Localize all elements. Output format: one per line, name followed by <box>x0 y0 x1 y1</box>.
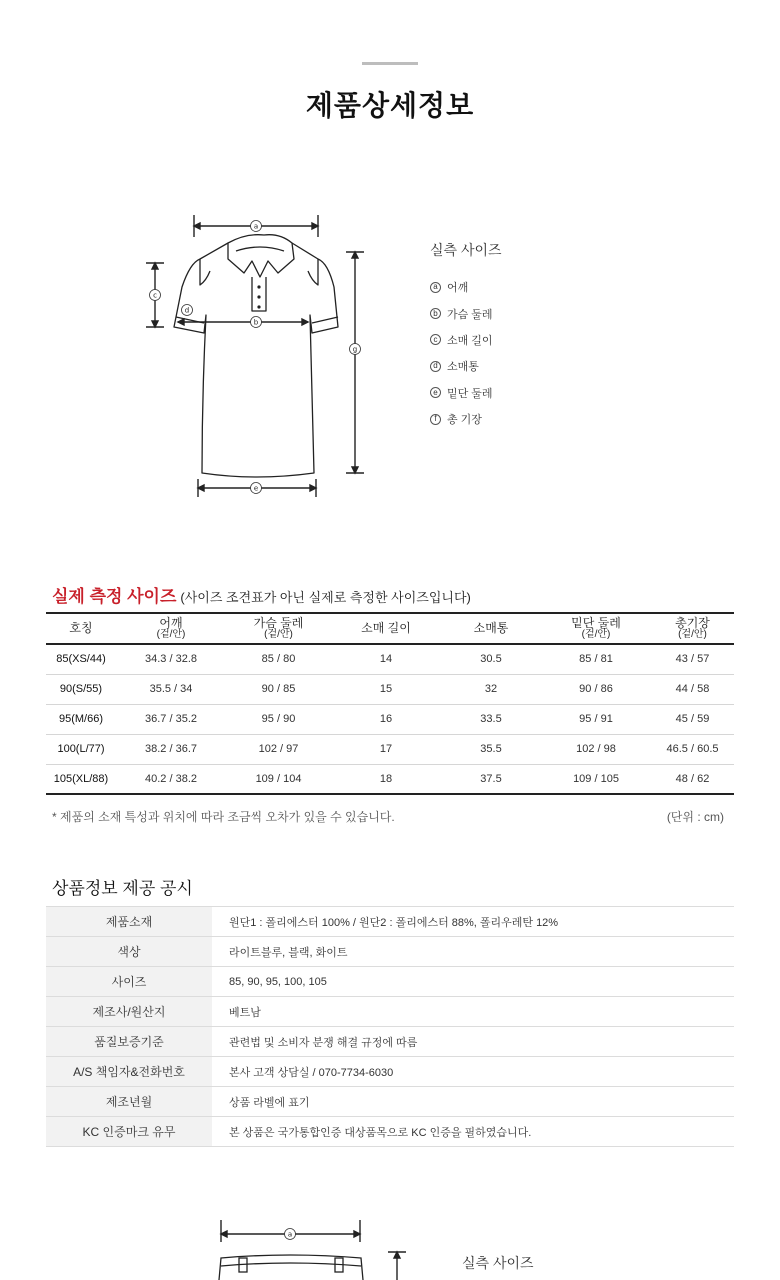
size-cell: 15 <box>331 674 441 704</box>
table-row <box>46 967 734 997</box>
size-section-subtitle: (사이즈 조견표가 아닌 실제로 측정한 사이즈입니다) <box>180 590 471 605</box>
table-row <box>46 1027 734 1057</box>
size-cell: 17 <box>331 734 441 764</box>
shirt-diagram <box>140 215 380 500</box>
info-value: 상품 라벨에 표기 <box>212 1087 734 1117</box>
legend-badge: d <box>430 361 441 372</box>
page-title: 제품상세정보 <box>305 90 475 121</box>
size-cell: 34.3 / 32.8 <box>116 644 226 674</box>
size-section-title: 실제 측정 사이즈 <box>52 587 177 606</box>
size-cell: 37.5 <box>441 764 541 794</box>
size-col-header: 소매통 <box>441 613 541 644</box>
diagram-label-a: a <box>253 222 259 231</box>
size-cell: 85(XS/44) <box>46 644 116 674</box>
size-cell: 45 / 59 <box>651 704 734 734</box>
measurement-note: * 제품의 소재 특성과 위치에 따라 조금씩 오차가 있을 수 있습니다. <box>52 810 395 824</box>
size-cell: 43 / 57 <box>651 644 734 674</box>
info-section-title: 상품정보 제공 공시 <box>52 879 193 898</box>
size-table-header-row <box>46 613 734 644</box>
info-value: 라이트블루, 블랙, 화이트 <box>212 937 734 967</box>
size-col-header: 호칭 <box>46 613 116 644</box>
legend-item <box>430 274 502 300</box>
size-cell: 95 / 90 <box>226 704 331 734</box>
legend-item <box>430 380 502 406</box>
unit-label: (단위 : cm) <box>666 810 724 824</box>
diagram-label-g: g <box>352 345 358 354</box>
size-cell: 95 / 91 <box>541 704 651 734</box>
legend-item <box>430 353 502 379</box>
table-row <box>46 997 734 1027</box>
size-cell: 109 / 104 <box>226 764 331 794</box>
diagram-label-d: d <box>184 306 190 315</box>
legend-label: 총 기장 <box>447 414 482 427</box>
size-cell: 35.5 / 34 <box>116 674 226 704</box>
info-value: 베트남 <box>212 997 734 1027</box>
measure-title: 실측 사이즈 <box>430 242 502 258</box>
legend-badge: a <box>430 282 441 293</box>
size-cell: 90 / 86 <box>541 674 651 704</box>
legend-label: 소매 길이 <box>447 334 493 347</box>
legend-badge: b <box>430 308 441 319</box>
size-cell: 95(M/66) <box>46 704 116 734</box>
size-cell: 38.2 / 36.7 <box>116 734 226 764</box>
legend-label: 가슴 둘레 <box>447 308 493 321</box>
diagram-label-c: c <box>153 291 157 300</box>
size-col-header: 가슴 둘레 (겉/안) <box>226 613 331 644</box>
table-row <box>46 1117 734 1147</box>
info-key: 제품소재 <box>46 907 212 937</box>
info-key: 품질보증기준 <box>46 1027 212 1057</box>
size-cell: 109 / 105 <box>541 764 651 794</box>
table-row <box>46 1057 734 1087</box>
table-row <box>46 734 734 764</box>
info-key: KC 인증마크 유무 <box>46 1117 212 1147</box>
measure-legend <box>430 240 502 432</box>
diagram-label-b: b <box>253 318 259 327</box>
size-cell: 33.5 <box>441 704 541 734</box>
size-cell: 102 / 97 <box>226 734 331 764</box>
size-cell: 32 <box>441 674 541 704</box>
info-value: 본 상품은 국가통합인증 대상품목으로 KC 인증을 필하였습니다. <box>212 1117 734 1147</box>
pants-diagram <box>195 1220 415 1280</box>
size-cell: 35.5 <box>441 734 541 764</box>
size-cell: 85 / 81 <box>541 644 651 674</box>
size-cell: 102 / 98 <box>541 734 651 764</box>
legend-badge: e <box>430 387 441 398</box>
size-cell: 40.2 / 38.2 <box>116 764 226 794</box>
table-row <box>46 1087 734 1117</box>
legend-item <box>430 327 502 353</box>
size-cell: 90(S/55) <box>46 674 116 704</box>
info-key: A/S 책임자&전화번호 <box>46 1057 212 1087</box>
info-key: 제조사/원산지 <box>46 997 212 1027</box>
table-row <box>46 674 734 704</box>
legend-badge: f <box>430 414 441 425</box>
size-cell: 90 / 85 <box>226 674 331 704</box>
table-row <box>46 704 734 734</box>
size-cell: 16 <box>331 704 441 734</box>
info-key: 제조년월 <box>46 1087 212 1117</box>
table-row <box>46 764 734 794</box>
size-cell: 14 <box>331 644 441 674</box>
size-cell: 46.5 / 60.5 <box>651 734 734 764</box>
table-row <box>46 937 734 967</box>
product-info-table <box>46 906 734 1147</box>
size-col-header: 어깨 (겉/안) <box>116 613 226 644</box>
legend-label: 어깨 <box>447 282 469 295</box>
legend-item <box>430 406 502 432</box>
size-section-heading <box>52 582 471 607</box>
info-key: 색상 <box>46 937 212 967</box>
diagram-label-e: e <box>253 484 259 493</box>
second-measure-title: 실측 사이즈 <box>462 1255 534 1271</box>
size-col-header: 총기장 (겉/안) <box>651 613 734 644</box>
legend-label: 소매통 <box>447 361 479 374</box>
info-key: 사이즈 <box>46 967 212 997</box>
table-row <box>46 644 734 674</box>
size-cell: 44 / 58 <box>651 674 734 704</box>
size-cell: 36.7 / 35.2 <box>116 704 226 734</box>
size-cell: 48 / 62 <box>651 764 734 794</box>
info-value: 관련법 및 소비자 분쟁 해결 규정에 따름 <box>212 1027 734 1057</box>
pants-diagram-label-a: a <box>287 1230 293 1239</box>
legend-label: 밑단 둘레 <box>447 387 493 400</box>
size-cell: 30.5 <box>441 644 541 674</box>
size-cell: 85 / 80 <box>226 644 331 674</box>
size-cell: 100(L/77) <box>46 734 116 764</box>
size-table <box>46 612 734 795</box>
size-cell: 105(XL/88) <box>46 764 116 794</box>
legend-item <box>430 300 502 326</box>
top-divider <box>362 62 418 65</box>
legend-badge: c <box>430 334 441 345</box>
table-row <box>46 907 734 937</box>
size-cell: 18 <box>331 764 441 794</box>
info-value: 원단1 : 폴리에스터 100% / 원단2 : 폴리에스터 88%, 폴리우레탄 12% <box>212 907 734 937</box>
info-value: 85, 90, 95, 100, 105 <box>212 967 734 997</box>
size-col-header: 소매 길이 <box>331 613 441 644</box>
size-col-header: 밑단 둘레 (겉/안) <box>541 613 651 644</box>
info-value: 본사 고객 상담실 / 070-7734-6030 <box>212 1057 734 1087</box>
